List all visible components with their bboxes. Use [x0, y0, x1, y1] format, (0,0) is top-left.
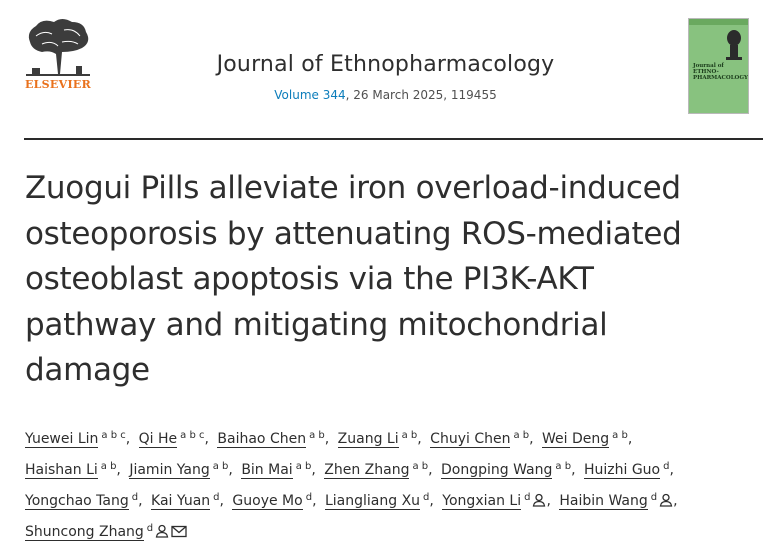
author-link[interactable] — [139, 431, 205, 447]
affiliation-marks[interactable]: a b c — [180, 430, 205, 441]
author-name[interactable]: Yongxian Li — [442, 493, 522, 509]
author-name[interactable]: Bin Mai — [241, 462, 293, 478]
volume-link[interactable]: Volume 344 — [274, 88, 346, 102]
author-link[interactable] — [129, 462, 228, 478]
author-separator: , — [673, 493, 678, 509]
author-separator: , — [417, 431, 422, 447]
article-title — [25, 166, 760, 394]
affiliation-marks[interactable]: d — [213, 492, 220, 503]
affiliation-marks[interactable]: a b — [100, 461, 117, 472]
author-name[interactable]: Qi He — [138, 431, 178, 447]
affiliation-marks[interactable]: a b c — [101, 430, 126, 441]
affiliation-marks[interactable]: a b — [401, 430, 418, 441]
issue-line — [0, 88, 771, 102]
author-link[interactable] — [151, 493, 219, 509]
author-separator: , — [627, 431, 633, 447]
header-divider — [24, 138, 763, 140]
journal-header — [0, 0, 771, 140]
author-name[interactable]: Jiamin Yang — [129, 462, 210, 478]
author-name[interactable]: Chuyi Chen — [430, 431, 511, 447]
person-icon[interactable] — [532, 493, 546, 507]
title-line: osteoblast apoptosis via the PI3K-AKT — [25, 261, 594, 297]
affiliation-marks[interactable]: a b — [212, 461, 229, 472]
author-link[interactable] — [232, 493, 312, 509]
author-link[interactable] — [25, 462, 116, 478]
affiliation-marks[interactable]: d — [663, 461, 670, 472]
author-separator: , — [529, 431, 534, 447]
author-link[interactable] — [442, 493, 546, 509]
affiliation-marks[interactable]: a b — [309, 430, 325, 441]
author-name[interactable]: Liangliang Xu — [324, 493, 421, 509]
author-name[interactable]: Yongchao Tang — [25, 493, 129, 509]
author-name[interactable]: Huizhi Guo — [583, 462, 661, 478]
affiliation-marks[interactable]: d — [305, 492, 313, 503]
affiliation-marks[interactable]: d — [650, 492, 658, 503]
cover-figure-icon — [723, 29, 745, 61]
author-link[interactable] — [241, 462, 311, 478]
author-name[interactable]: Baihao Chen — [217, 431, 307, 447]
affiliation-marks[interactable]: a b — [612, 430, 628, 441]
author-separator: , — [428, 462, 433, 478]
author-list — [25, 422, 760, 546]
author-name[interactable]: Haishan Li — [25, 462, 98, 478]
issue-details: , 26 March 2025, 119455 — [345, 88, 497, 102]
author-link[interactable] — [25, 493, 138, 509]
person-icon[interactable] — [155, 524, 169, 538]
author-separator: , — [204, 431, 209, 447]
affiliation-marks[interactable]: a b — [412, 461, 429, 472]
author-separator: , — [669, 462, 674, 478]
author-separator: , — [228, 462, 233, 478]
author-link[interactable] — [542, 431, 628, 447]
author-separator: , — [116, 462, 121, 478]
affiliation-marks[interactable]: a b — [295, 461, 312, 472]
author-link[interactable] — [217, 431, 324, 447]
author-separator: , — [571, 462, 576, 478]
author-link[interactable] — [25, 524, 187, 540]
author-link[interactable] — [430, 431, 529, 447]
author-name[interactable]: Guoye Mo — [232, 493, 303, 509]
affiliation-marks[interactable]: a b — [513, 430, 530, 441]
author-separator: , — [219, 493, 224, 509]
author-separator: , — [324, 431, 330, 447]
author-link[interactable] — [324, 462, 428, 478]
author-name[interactable]: Zuang Li — [337, 431, 399, 447]
author-link[interactable] — [559, 493, 673, 509]
author-separator: , — [125, 431, 131, 447]
author-separator: , — [138, 493, 143, 509]
cover-label: Journal of ETHNO-PHARMACOLOGY — [693, 63, 748, 81]
title-line: Zuogui Pills alleviate iron overload-induced — [25, 170, 681, 206]
cover-band — [689, 19, 748, 25]
person-icon[interactable] — [659, 493, 673, 507]
author-name[interactable]: Dongping Wang — [441, 462, 553, 478]
author-separator: , — [546, 493, 551, 509]
affiliation-marks[interactable]: d — [524, 492, 531, 503]
author-name[interactable]: Haibin Wang — [559, 493, 648, 509]
mail-icon[interactable] — [171, 525, 187, 538]
author-name[interactable]: Shuncong Zhang — [25, 524, 144, 540]
author-separator: , — [429, 493, 434, 509]
title-line: osteoporosis by attenuating ROS-mediated — [25, 215, 682, 252]
journal-cover-thumbnail[interactable] — [688, 18, 749, 114]
author-separator: , — [311, 462, 316, 478]
affiliation-marks[interactable]: d — [423, 492, 430, 503]
affiliation-marks[interactable]: d — [131, 492, 139, 503]
elsevier-wordmark: ELSEVIER — [24, 78, 92, 91]
author-link[interactable] — [584, 462, 670, 478]
author-link[interactable] — [25, 431, 126, 447]
author-name[interactable]: Zhen Zhang — [324, 462, 410, 478]
author-name[interactable]: Kai Yuan — [151, 493, 211, 509]
author-link[interactable] — [338, 431, 418, 447]
title-line: pathway and mitigating mitochondrial — [25, 306, 608, 343]
affiliation-marks[interactable]: d — [146, 523, 154, 534]
author-name[interactable]: Wei Deng — [542, 431, 610, 447]
author-link[interactable] — [441, 462, 571, 478]
author-link[interactable] — [325, 493, 429, 509]
author-separator: , — [312, 493, 317, 509]
author-name[interactable]: Yuewei Lin — [25, 431, 99, 447]
title-line: damage — [25, 352, 150, 388]
journal-title[interactable]: Journal of Ethnopharmacology — [216, 52, 555, 77]
affiliation-marks[interactable]: a b — [555, 461, 572, 472]
